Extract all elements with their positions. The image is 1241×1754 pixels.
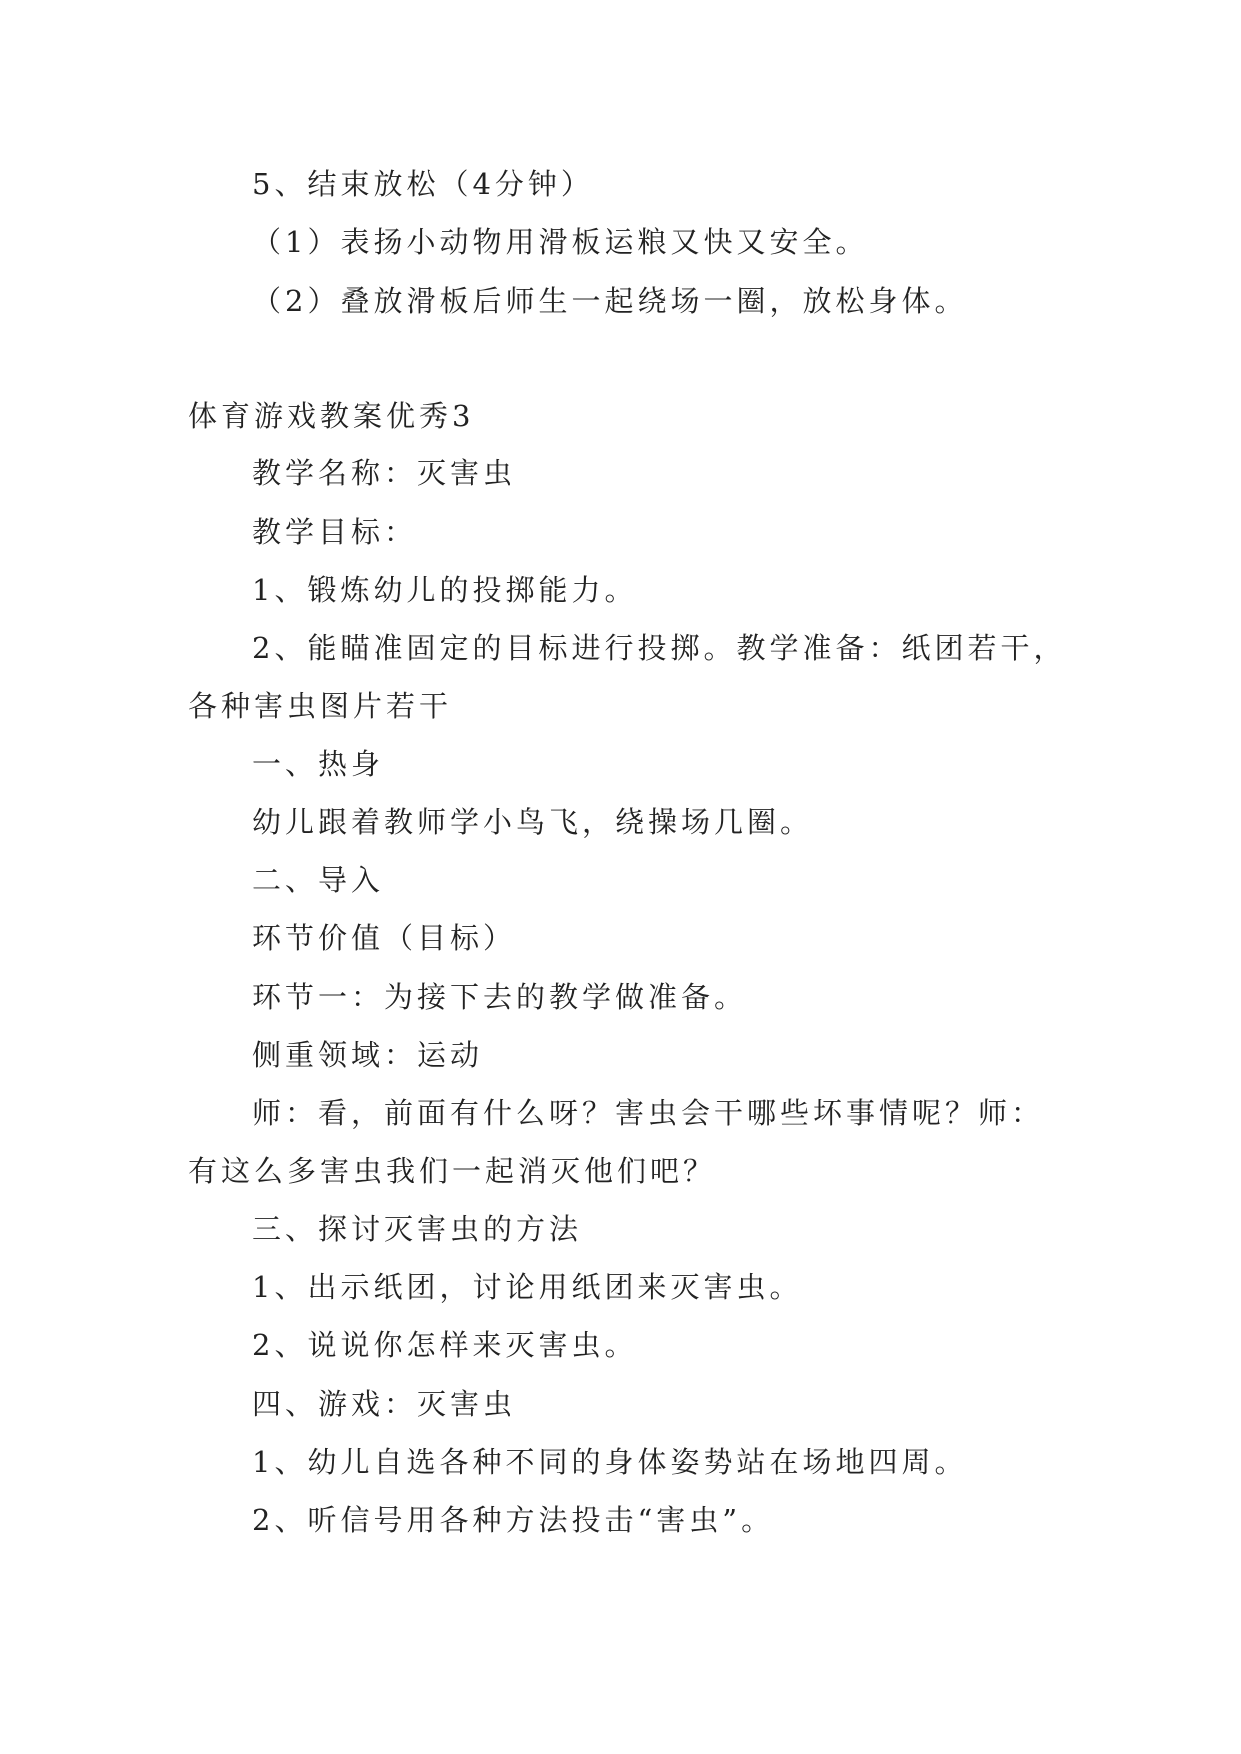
part4-item2: 2、听信号用各种方法投击“害虫”。 (252, 1503, 775, 1537)
part2-value: 环节价值（目标） (252, 921, 517, 955)
part3-heading: 三、探讨灭害虫的方法 (252, 1212, 583, 1246)
part3-item1: 1、出示纸团，讨论用纸团来灭害虫。 (252, 1270, 803, 1304)
part2-dialogue-line2: 有这么多害虫我们一起消灭他们吧？ (188, 1154, 717, 1188)
lesson-title: 体育游戏教案优秀3 (188, 399, 475, 433)
part4-heading: 四、游戏：灭害虫 (252, 1387, 517, 1421)
part1-text: 幼儿跟着教师学小鸟飞，绕操场几圈。 (252, 805, 814, 839)
objectives-heading: 教学目标： (252, 515, 418, 549)
step5-item2: （2）叠放滑板后师生一起绕场一圈，放松身体。 (252, 284, 968, 318)
part2-heading: 二、导入 (252, 863, 385, 897)
objective-2-line2: 各种害虫图片若干 (188, 689, 453, 723)
step5-item1: （1）表扬小动物用滑板运粮又快又安全。 (252, 225, 869, 259)
step5-heading: 5、结束放松（4分钟） (252, 167, 594, 201)
part2-link1: 环节一：为接下去的教学做准备。 (252, 980, 748, 1014)
lesson-name: 教学名称：灭害虫 (252, 456, 517, 490)
part1-heading: 一、热身 (252, 747, 385, 781)
objective-2-line1: 2、能瞄准固定的目标进行投掷。教学准备：纸团若干， (252, 631, 1067, 665)
part2-dialogue-line1: 师：看，前面有什么呀？害虫会干哪些坏事情呢？师： (252, 1096, 1045, 1130)
part3-item2: 2、说说你怎样来灭害虫。 (252, 1328, 638, 1362)
part2-domain: 侧重领域：运动 (252, 1038, 484, 1072)
objective-1: 1、锻炼幼儿的投掷能力。 (252, 573, 638, 607)
part4-item1: 1、幼儿自选各种不同的身体姿势站在场地四周。 (252, 1445, 968, 1479)
